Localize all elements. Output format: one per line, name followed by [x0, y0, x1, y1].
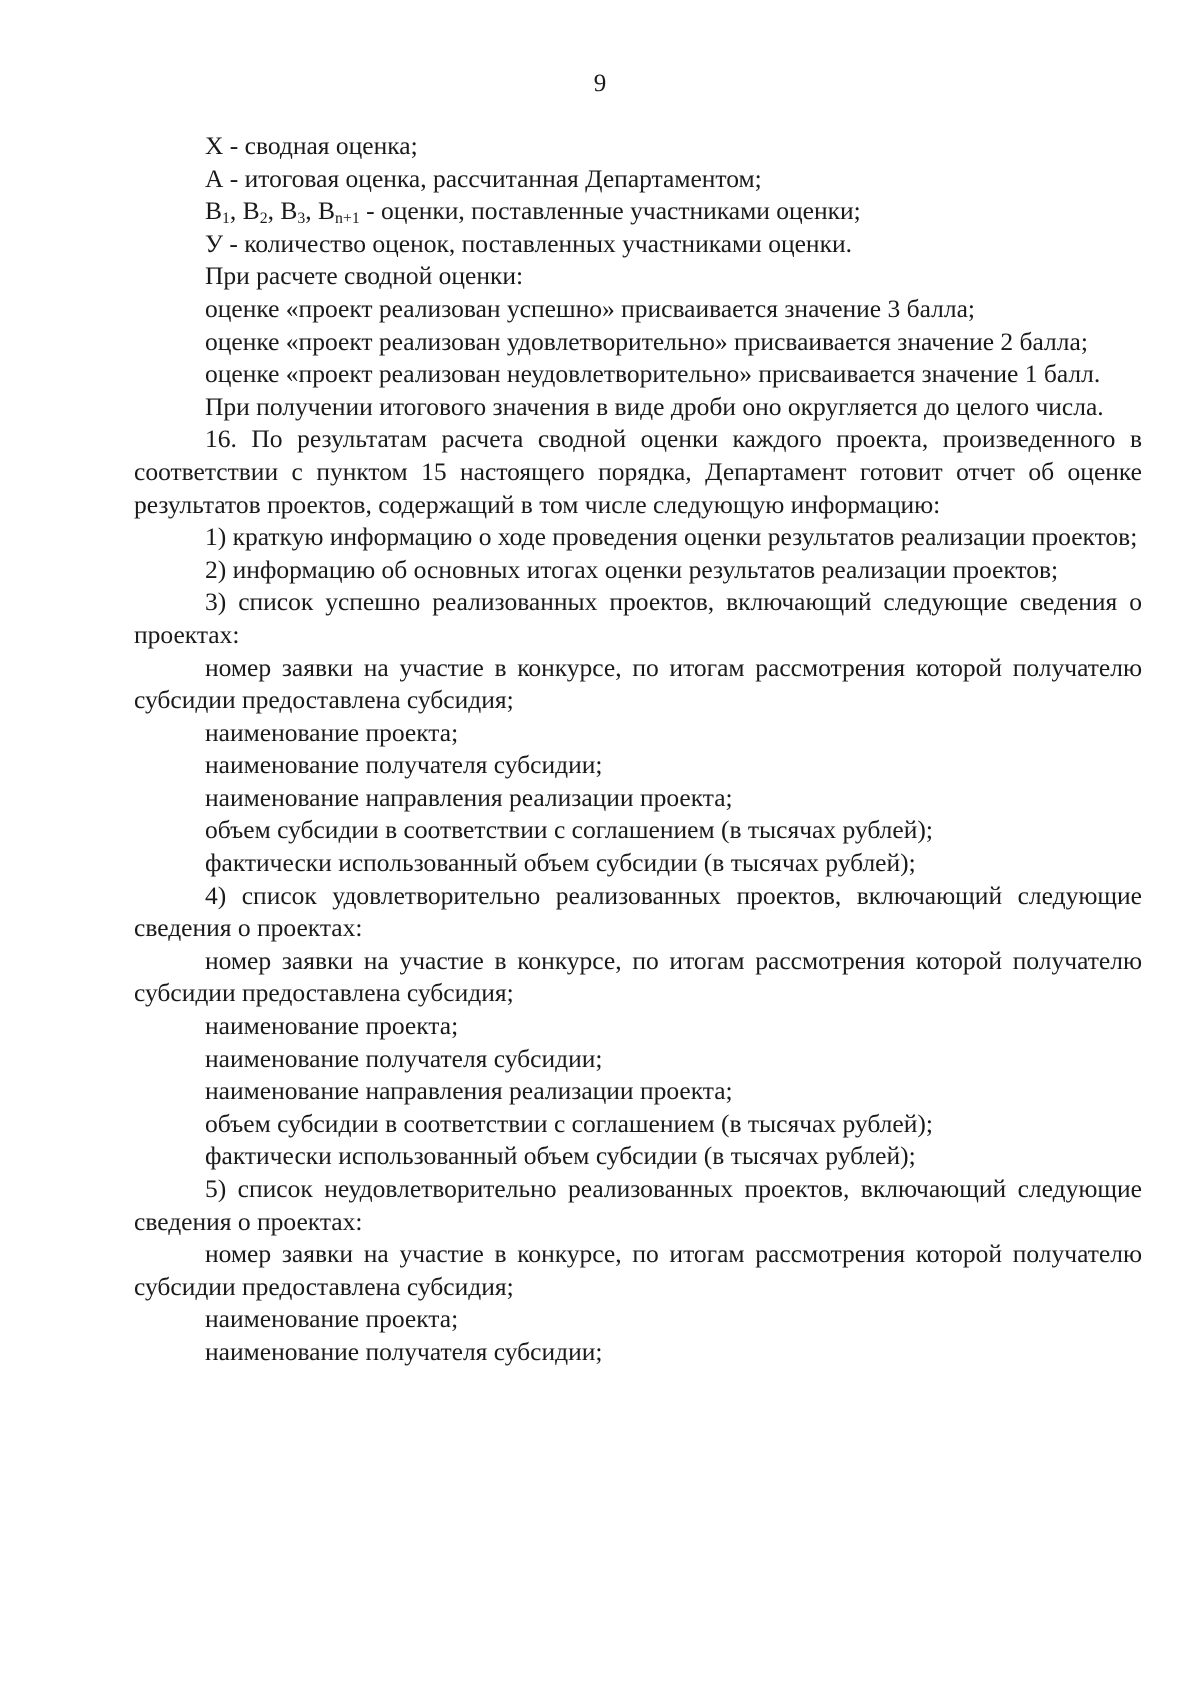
paragraph: При получении итогового значения в виде дроби оно округляется до целого числа. [205, 391, 1104, 421]
legend-u: У - количество оценок, поставленных участниками оценки. [205, 228, 852, 258]
legend-b-sub: 2 [259, 210, 268, 228]
legend-b-text: - оценки, поставленные участниками оценки; [359, 196, 861, 226]
legend-a: А - итоговая оценка, рассчитанная Департаментом; [205, 163, 762, 193]
list-item: 3) список успешно реализованных проектов, включающий следующие сведения о проектах: [134, 587, 1142, 649]
list-subitem: объем субсидии в соответствии с соглашением (в тысячах рублей); [205, 1108, 933, 1138]
legend-b-letter: , В [305, 196, 336, 226]
list-subitem: номер заявки на участие в конкурсе, по итогам рассмотрения которой получателю субсидии предоставлена субсидия; [134, 945, 1142, 1008]
list-item: 2) информацию об основных итогах оценки результатов реализации проектов; [205, 554, 1059, 584]
list-subitem: наименование проекта; [205, 717, 459, 747]
list-item: 5) список неудовлетворительно реализованных проектов, включающий следующие сведения о проектах: [134, 1174, 1142, 1236]
list-subitem: наименование проекта; [205, 1304, 459, 1334]
list-subitem: номер заявки на участие в конкурсе, по итогам рассмотрения которой получателю субсидии предоставлена субсидия; [134, 1239, 1142, 1301]
list-subitem: фактически использованный объем субсидии (в тысячах рублей); [205, 848, 916, 878]
list-item: 4) список удовлетворительно реализованных проектов, включающий следующие сведения о проектах: [134, 880, 1142, 943]
list-subitem: наименование направления реализации проекта; [205, 1076, 733, 1106]
legend-b-sub: 3 [297, 210, 306, 228]
legend-x: Х - сводная оценка; [205, 131, 418, 160]
list-subitem: наименование проекта; [205, 1011, 459, 1041]
list-subitem: номер заявки на участие в конкурсе, по итогам рассмотрения которой получателю субсидии предоставлена субсидия; [134, 652, 1142, 715]
paragraph: оценке «проект реализован удовлетворительно» присваивается значение 2 балла; [205, 326, 1088, 356]
list-subitem: объем субсидии в соответствии с соглашением (в тысячах рублей); [205, 815, 933, 845]
list-subitem: наименование получателя субсидии; [205, 750, 603, 780]
list-item: 1) краткую информацию о ходе проведения оценки результатов реализации проектов; [205, 522, 1138, 552]
legend-b-letter: В [205, 196, 223, 226]
paragraph: 16. По результатам расчета сводной оценки каждого проекта, произведенного в соответствии с пунктом 15 настоящего порядка, Департамент готовит отчет об оценке результатов проектов, содержащий в том числе следующую информацию: [134, 424, 1142, 519]
list-subitem: наименование получателя субсидии; [205, 1336, 603, 1366]
legend-b-sub: 1 [222, 210, 230, 228]
paragraph: оценке «проект реализован успешно» присваивается значение 3 балла; [205, 293, 975, 323]
list-subitem: наименование получателя субсидии; [205, 1043, 603, 1073]
legend-b [134, 195, 1142, 228]
legend-b-letter: , В [267, 196, 298, 226]
paragraph: При расчете сводной оценки: [205, 261, 524, 291]
document-body [134, 130, 1142, 1369]
legend-b-sub: n+1 [335, 210, 360, 228]
list-subitem: фактически использованный объем субсидии (в тысячах рублей); [205, 1141, 916, 1171]
page-number: 9 [593, 70, 607, 97]
legend-b-letter: , В [229, 196, 260, 226]
paragraph: оценке «проект реализован неудовлетворительно» присваивается значение 1 балл. [205, 359, 1101, 389]
list-subitem: наименование направления реализации проекта; [205, 782, 733, 812]
